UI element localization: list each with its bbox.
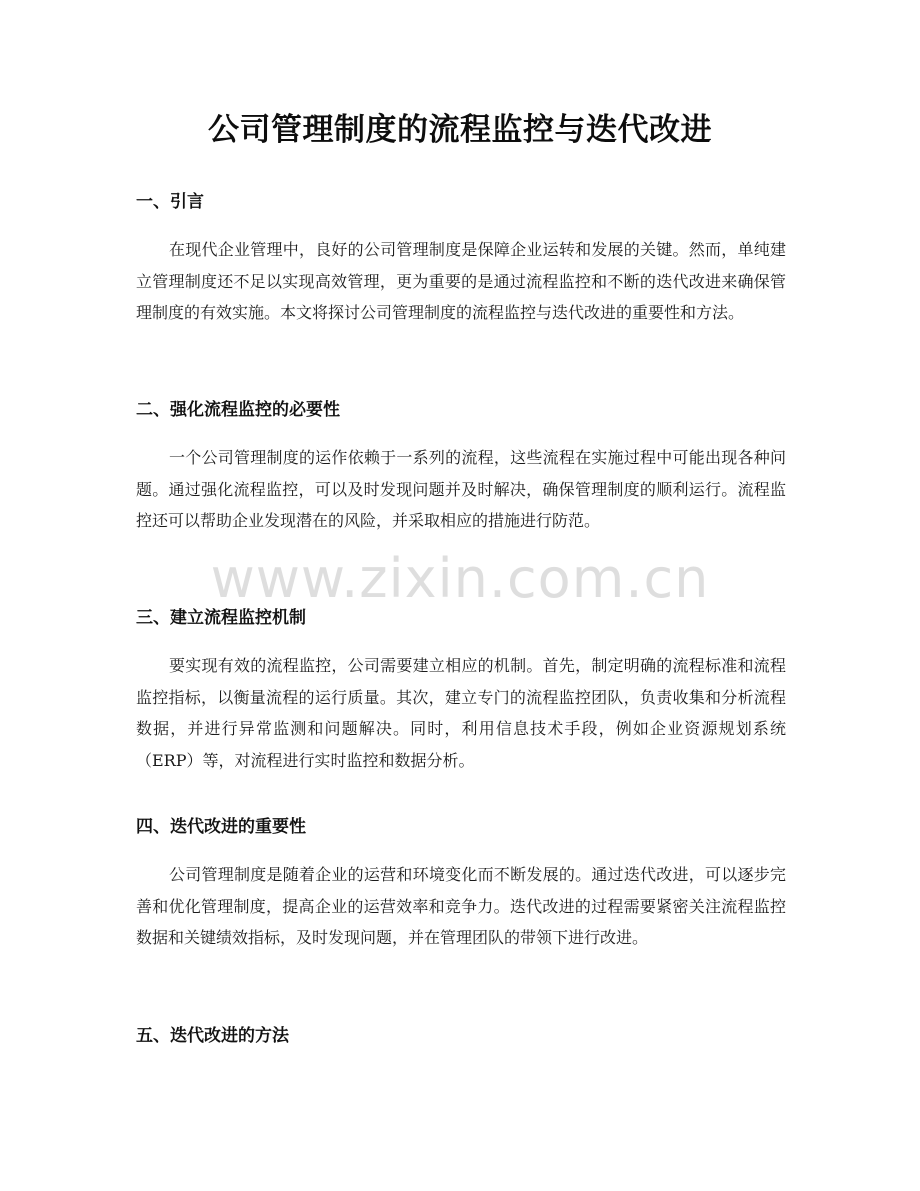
section-heading-necessity: 二、强化流程监控的必要性 bbox=[136, 400, 340, 420]
section-heading-methods: 五、迭代改进的方法 bbox=[136, 1026, 289, 1046]
section-heading-mechanism: 三、建立流程监控机制 bbox=[136, 608, 306, 628]
section-paragraph-importance: 公司管理制度是随着企业的运营和环境变化而不断发展的。通过迭代改进，可以逐步完善和优化管理制度，提高企业的运营效率和竞争力。迭代改进的过程需要紧密关注流程监控数据和关键绩效指标，及时发现问题，并在管理团队的带领下进行改进。 bbox=[136, 865, 786, 947]
document-title: 公司管理制度的流程监控与迭代改进 bbox=[208, 112, 712, 148]
section-heading-intro: 一、引言 bbox=[136, 192, 204, 212]
watermark-text: www.zixin.com.cn bbox=[210, 547, 710, 610]
section-paragraph-mechanism: 要实现有效的流程监控，公司需要建立相应的机制。首先，制定明确的流程标准和流程监控指标，以衡量流程的运行质量。其次，建立专门的流程监控团队，负责收集和分析流程数据，并进行异常监测和问题解决。同时，利用信息技术手段，例如企业资源规划系统（ERP）等，对流程进行实时监控和数据分析。 bbox=[136, 656, 786, 770]
section-paragraph-intro: 在现代企业管理中，良好的公司管理制度是保障企业运转和发展的关键。然而，单纯建立管理制度还不足以实现高效管理，更为重要的是通过流程监控和不断的迭代改进来确保管理制度的有效实施。本文将探讨公司管理制度的流程监控与迭代改进的重要性和方法。 bbox=[136, 240, 786, 322]
section-heading-importance: 四、迭代改进的重要性 bbox=[136, 817, 306, 837]
section-paragraph-necessity: 一个公司管理制度的运作依赖于一系列的流程，这些流程在实施过程中可能出现各种问题。通过强化流程监控，可以及时发现问题并及时解决，确保管理制度的顺利运行。流程监控还可以帮助企业发现潜在的风险，并采取相应的措施进行防范。 bbox=[136, 448, 786, 530]
